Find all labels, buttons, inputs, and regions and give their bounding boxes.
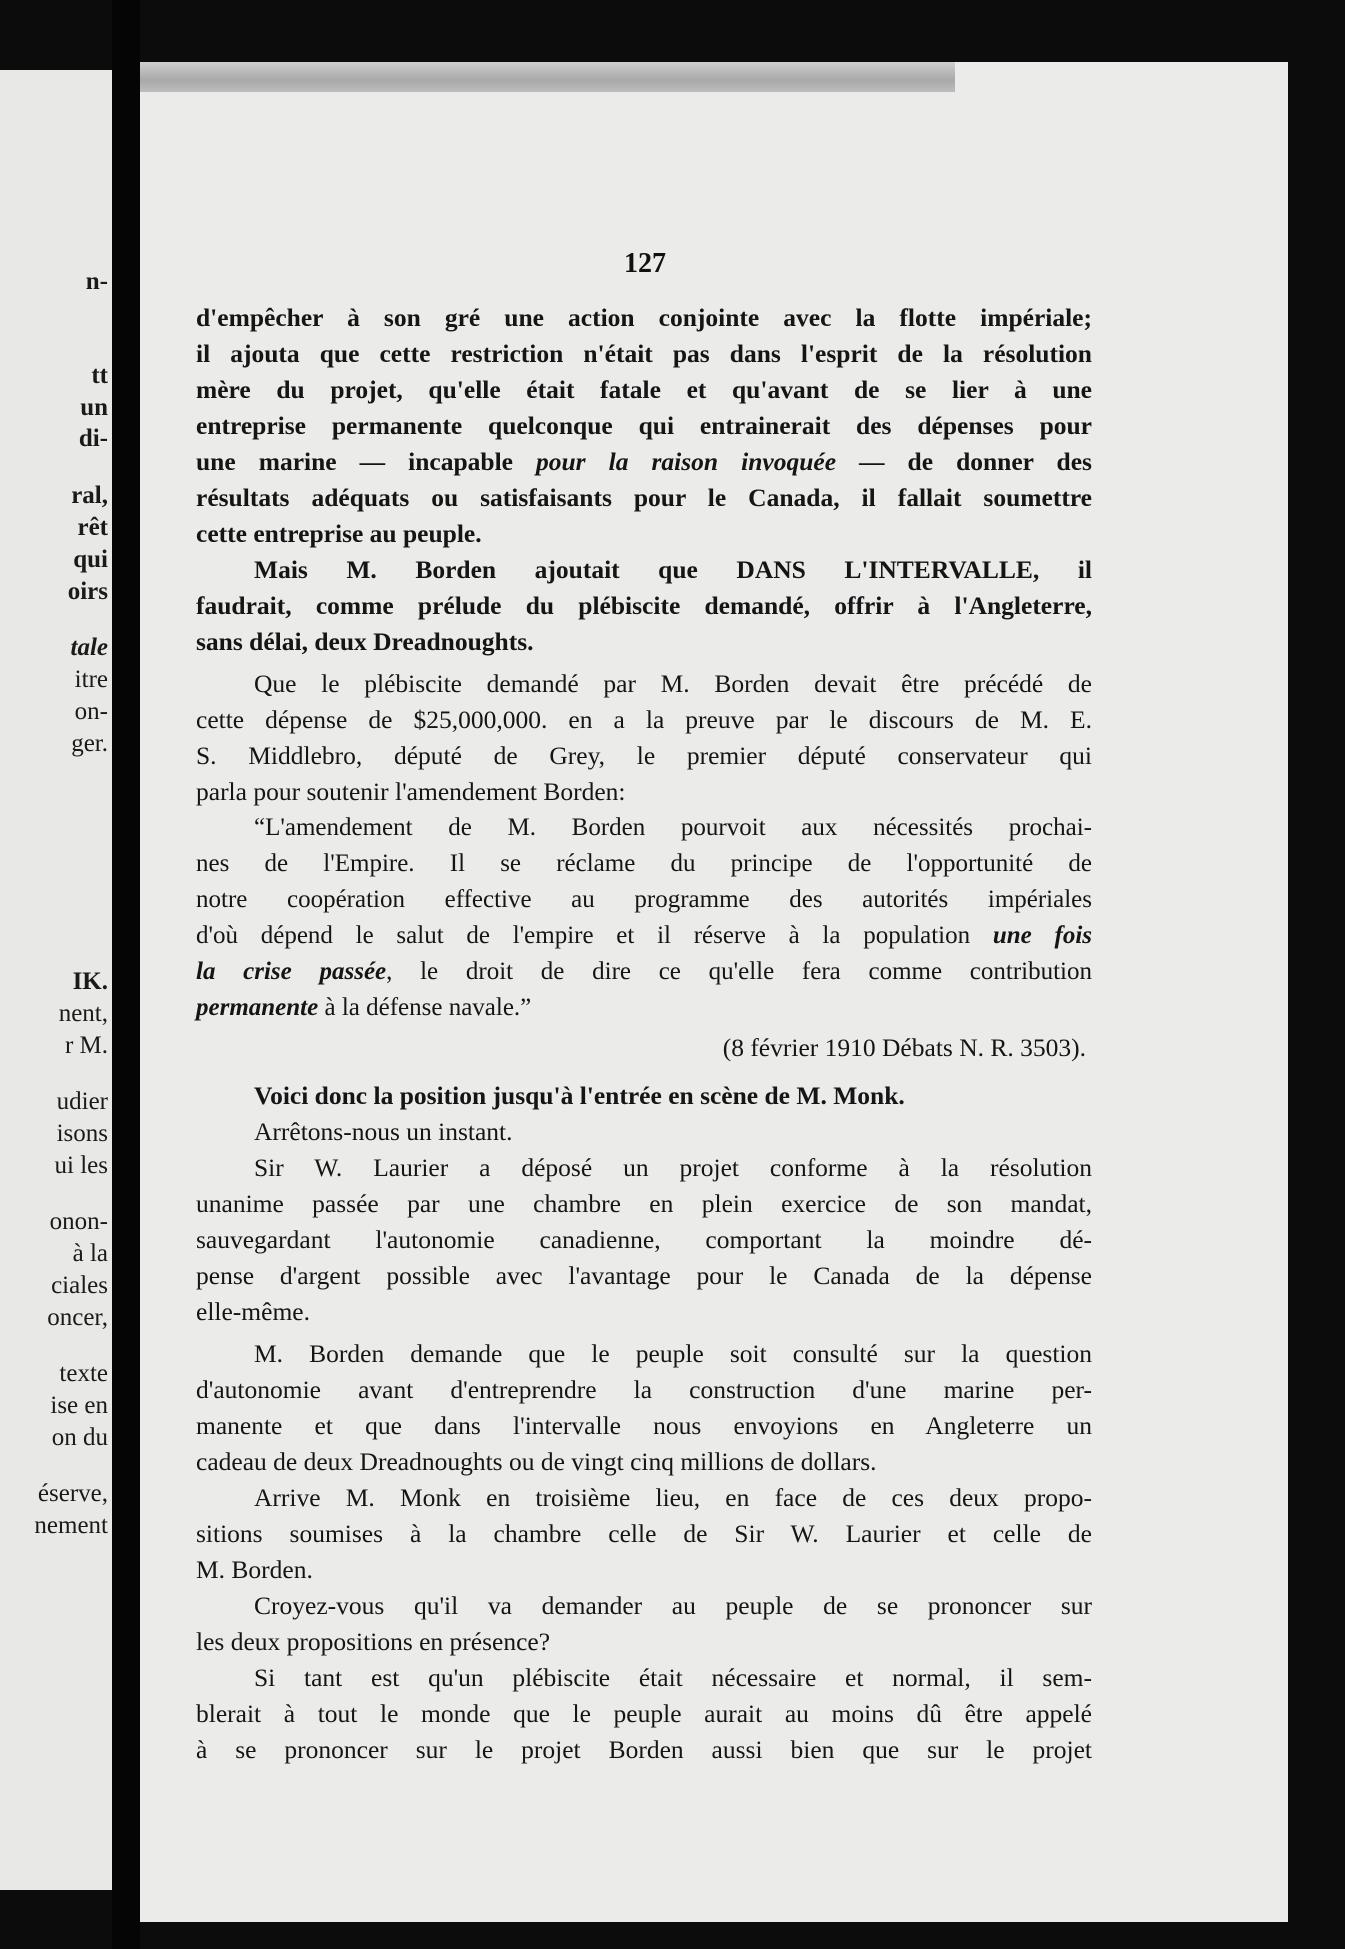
text-line: cette entreprise au peuple. xyxy=(196,519,482,548)
text-line: Voici donc la position jusqu'à l'entrée en scène de M. Monk. xyxy=(254,1081,905,1110)
text-line: faudrait, comme prélude du plébiscite demandé, offrir à l'Angleterre, xyxy=(196,591,1092,620)
facing-page-text-fragment: on du xyxy=(51,1424,108,1451)
facing-page-text-fragment: r M. xyxy=(64,1032,108,1059)
text-line: elle-même. xyxy=(196,1297,310,1326)
text-line: d'empêcher à son gré une action conjointe avec la flotte impériale; xyxy=(196,303,1092,332)
quote-line: nes de l'Empire. Il se réclame du principe de l'opportunité de xyxy=(196,850,1092,877)
quote-line: la crise passée, le droit de dire ce qu'elle fera comme contribution xyxy=(196,958,1092,985)
text-line: blerait à tout le monde que le peuple aurait au moins dû être appelé xyxy=(196,1699,1092,1728)
quote-line: “L'amendement de M. Borden pourvoit aux nécessités prochai- xyxy=(254,814,1092,841)
text-line: pense d'argent possible avec l'avantage pour le Canada de la dépense xyxy=(196,1261,1092,1290)
facing-page-text-fragment: rêt xyxy=(77,514,108,541)
facing-page-text-fragment: ral, xyxy=(71,482,108,509)
text-line: Arrive M. Monk en troisième lieu, en face de ces deux propo- xyxy=(254,1483,1092,1512)
text-line: unanime passée par une chambre en plein exercice de son mandat, xyxy=(196,1189,1092,1218)
quote-line: d'où dépend le salut de l'empire et il réserve à la population une fois xyxy=(196,922,1092,949)
facing-page-text-fragment: isons xyxy=(56,1120,108,1147)
text-line: manente et que dans l'intervalle nous envoyions en Angleterre un xyxy=(196,1411,1092,1440)
text-line: cette dépense de $25,000,000. en a la preuve par le discours de M. E. xyxy=(196,705,1092,734)
facing-page-text-fragment: onon- xyxy=(49,1208,108,1235)
text-line: M. Borden demande que le peuple soit consulté sur la question xyxy=(254,1339,1092,1368)
text-line: Sir W. Laurier a déposé un projet conforme à la résolution xyxy=(254,1153,1092,1182)
page-gutter xyxy=(112,0,140,1949)
facing-page-text-fragment: ciales xyxy=(51,1272,108,1299)
text-line: il ajouta que cette restriction n'était pas dans l'esprit de la résolution xyxy=(196,339,1092,368)
text-line: Que le plébiscite demandé par M. Borden devait être précédé de xyxy=(254,669,1092,698)
facing-page-text-fragment: éserve, xyxy=(37,1480,108,1507)
text-line: M. Borden. xyxy=(196,1555,313,1584)
text-line: Croyez-vous qu'il va demander au peuple de se prononcer sur xyxy=(254,1591,1092,1620)
facing-page-fragment xyxy=(0,70,112,1890)
facing-page-text-fragment: à la xyxy=(72,1240,108,1267)
facing-page-text-fragment: tale xyxy=(70,634,108,661)
text-line: parla pour soutenir l'amendement Borden: xyxy=(196,777,626,806)
facing-page-text-fragment: ui les xyxy=(54,1152,108,1179)
facing-page-text-fragment: texte xyxy=(59,1360,108,1387)
scan-edge-strip xyxy=(140,62,955,92)
facing-page-text-fragment: IK. xyxy=(72,968,108,995)
text-line: mère du projet, qu'elle était fatale et qu'avant de se lier à une xyxy=(196,375,1092,404)
text-line: sauvegardant l'autonomie canadienne, comportant la moindre dé- xyxy=(196,1225,1092,1254)
text-line: entreprise permanente quelconque qui entrainerait des dépenses pour xyxy=(196,411,1092,440)
text-line: cadeau de deux Dreadnoughts ou de vingt cinq millions de dollars. xyxy=(196,1447,877,1476)
facing-page-text-fragment: itre xyxy=(74,666,108,693)
facing-page-text-fragment: ger. xyxy=(71,730,108,757)
facing-page-text-fragment: ise en xyxy=(50,1392,108,1419)
facing-page-text-fragment: qui xyxy=(73,546,108,573)
page-body xyxy=(196,300,1092,1768)
citation-reference: (8 février 1910 Débats N. R. 3503). xyxy=(722,1033,1086,1062)
facing-page-text-fragment: nent, xyxy=(58,1000,108,1027)
text-line: Arrêtons-nous un instant. xyxy=(254,1117,513,1146)
text-line: une marine — incapable pour la raison invoquée — de donner des xyxy=(196,447,1092,476)
facing-page-text-fragment: di- xyxy=(78,425,108,452)
facing-page-text-fragment: udier xyxy=(56,1088,108,1115)
facing-page-text-fragment: oirs xyxy=(67,578,108,605)
text-line: d'autonomie avant d'entreprendre la construction d'une marine per- xyxy=(196,1375,1092,1404)
facing-page-text-fragment: on- xyxy=(74,698,108,725)
quote-line: permanente à la défense navale.” xyxy=(196,994,532,1021)
text-line: à se prononcer sur le projet Borden aussi bien que sur le projet xyxy=(196,1735,1092,1764)
facing-page-text-fragment: oncer, xyxy=(47,1304,108,1331)
facing-page-text-fragment: n- xyxy=(85,268,108,295)
facing-page-text-fragment: tt xyxy=(91,362,108,389)
text-line: sans délai, deux Dreadnoughts. xyxy=(196,627,534,656)
facing-page-text-fragment: un xyxy=(80,394,108,421)
quote-line: notre coopération effective au programme des autorités impériales xyxy=(196,886,1092,913)
text-line: Mais M. Borden ajoutait que DANS L'INTERVALLE, il xyxy=(254,555,1092,584)
text-line: les deux propositions en présence? xyxy=(196,1627,551,1656)
text-line: Si tant est qu'un plébiscite était nécessaire et normal, il sem- xyxy=(254,1663,1092,1692)
text-line: résultats adéquats ou satisfaisants pour le Canada, il fallait soumettre xyxy=(196,483,1092,512)
page-number: 127 xyxy=(624,248,666,279)
text-line: sitions soumises à la chambre celle de Sir W. Laurier et celle de xyxy=(196,1519,1092,1548)
facing-page-text-fragment: nement xyxy=(34,1512,108,1539)
text-line: S. Middlebro, député de Grey, le premier député conservateur qui xyxy=(196,741,1092,770)
